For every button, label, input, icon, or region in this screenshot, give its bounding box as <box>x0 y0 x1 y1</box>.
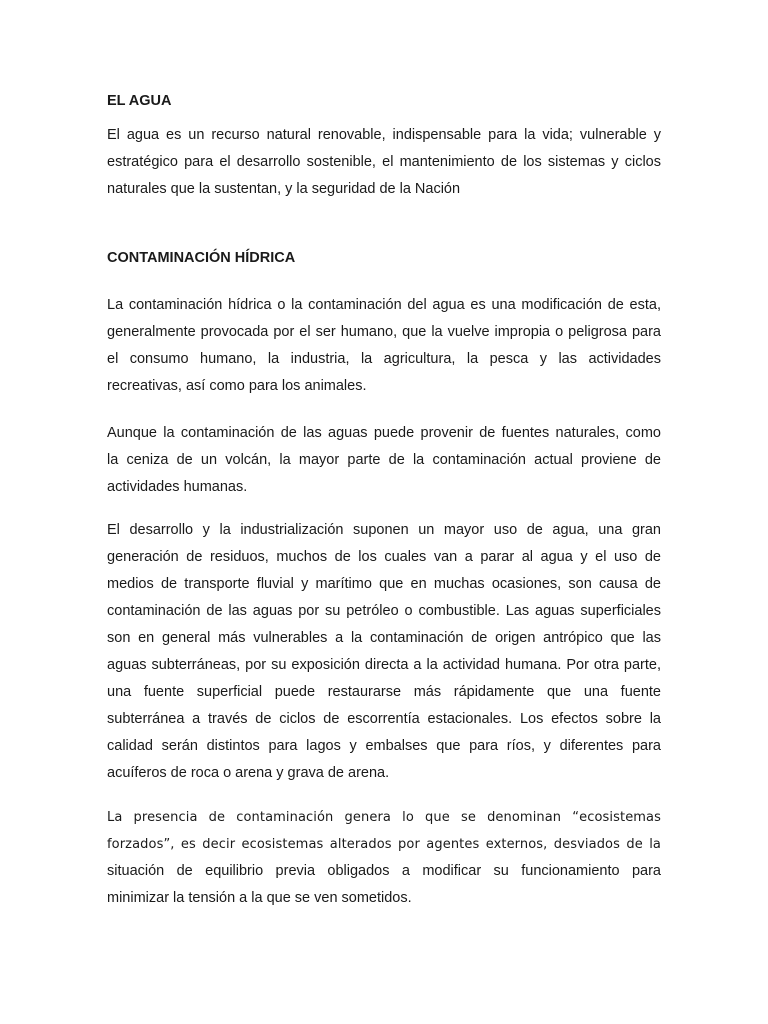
text-line: subterránea a través de ciclos de escorrentía estacionales. Los efectos sobre la <box>107 711 661 727</box>
text-line: El agua es un recurso natural renovable, indispensable para la vida; vulnerable y <box>107 127 661 143</box>
text-line: Aunque la contaminación de las aguas puede provenir de fuentes naturales, como <box>107 425 661 441</box>
text-line: minimizar la tensión a la que se ven sometidos. <box>107 890 412 906</box>
text-line: naturales que la sustentan, y la seguridad de la Nación <box>107 181 461 197</box>
heading-contaminacion-hidrica: CONTAMINACIÓN HÍDRICA <box>107 250 296 266</box>
paragraph-ecosystems <box>107 804 661 912</box>
text-line: el consumo humano, la industria, la agricultura, la pesca y las actividades <box>107 351 661 367</box>
text-line: la ceniza de un volcán, la mayor parte de la contaminación actual proviene de <box>107 452 661 468</box>
paragraph-industrialization <box>107 517 661 787</box>
text-line: actividades humanas. <box>107 479 248 495</box>
text-line: una fuente superficial puede restaurarse más rápidamente que una fuente <box>107 684 661 700</box>
text-line: son en general más vulnerables a la contaminación de origen antrópico que las <box>107 630 661 646</box>
text-line: medios de transporte fluvial y marítimo que en muchas ocasiones, son causa de <box>107 576 661 592</box>
paragraph-sources <box>107 420 661 501</box>
text-line: situación de equilibrio previa obligados a modificar su funcionamiento para <box>107 863 661 879</box>
paragraph-definition <box>107 292 661 400</box>
text-line: La contaminación hídrica o la contaminación del agua es una modificación de esta, <box>107 297 661 313</box>
heading-el-agua: EL AGUA <box>107 93 172 109</box>
text-line: acuíferos de roca o arena y grava de arena. <box>107 765 390 781</box>
text-line: El desarrollo y la industrialización suponen un mayor uso de agua, una gran <box>107 522 661 538</box>
text-line: forzados”, es decir ecosistemas alterados por agentes externos, desviados de la <box>107 837 661 852</box>
text-line: contaminación de las aguas por su petróleo o combustible. Las aguas superficiales <box>107 603 661 619</box>
text-line: calidad serán distintos para lagos y embalses que para ríos, y diferentes para <box>107 738 661 754</box>
text-line: La presencia de contaminación genera lo que se denominan “ecosistemas <box>107 810 661 825</box>
text-line: generalmente provocada por el ser humano, que la vuelve impropia o peligrosa para <box>107 324 661 340</box>
text-line: recreativas, así como para los animales. <box>107 378 367 394</box>
text-line: generación de residuos, muchos de los cuales van a parar al agua y el uso de <box>107 549 661 565</box>
text-line: aguas subterráneas, por su exposición directa a la actividad humana. Por otra parte, <box>107 657 661 673</box>
intro-paragraph <box>107 122 661 203</box>
text-line: estratégico para el desarrollo sostenible, el mantenimiento de los sistemas y ciclos <box>107 154 661 170</box>
